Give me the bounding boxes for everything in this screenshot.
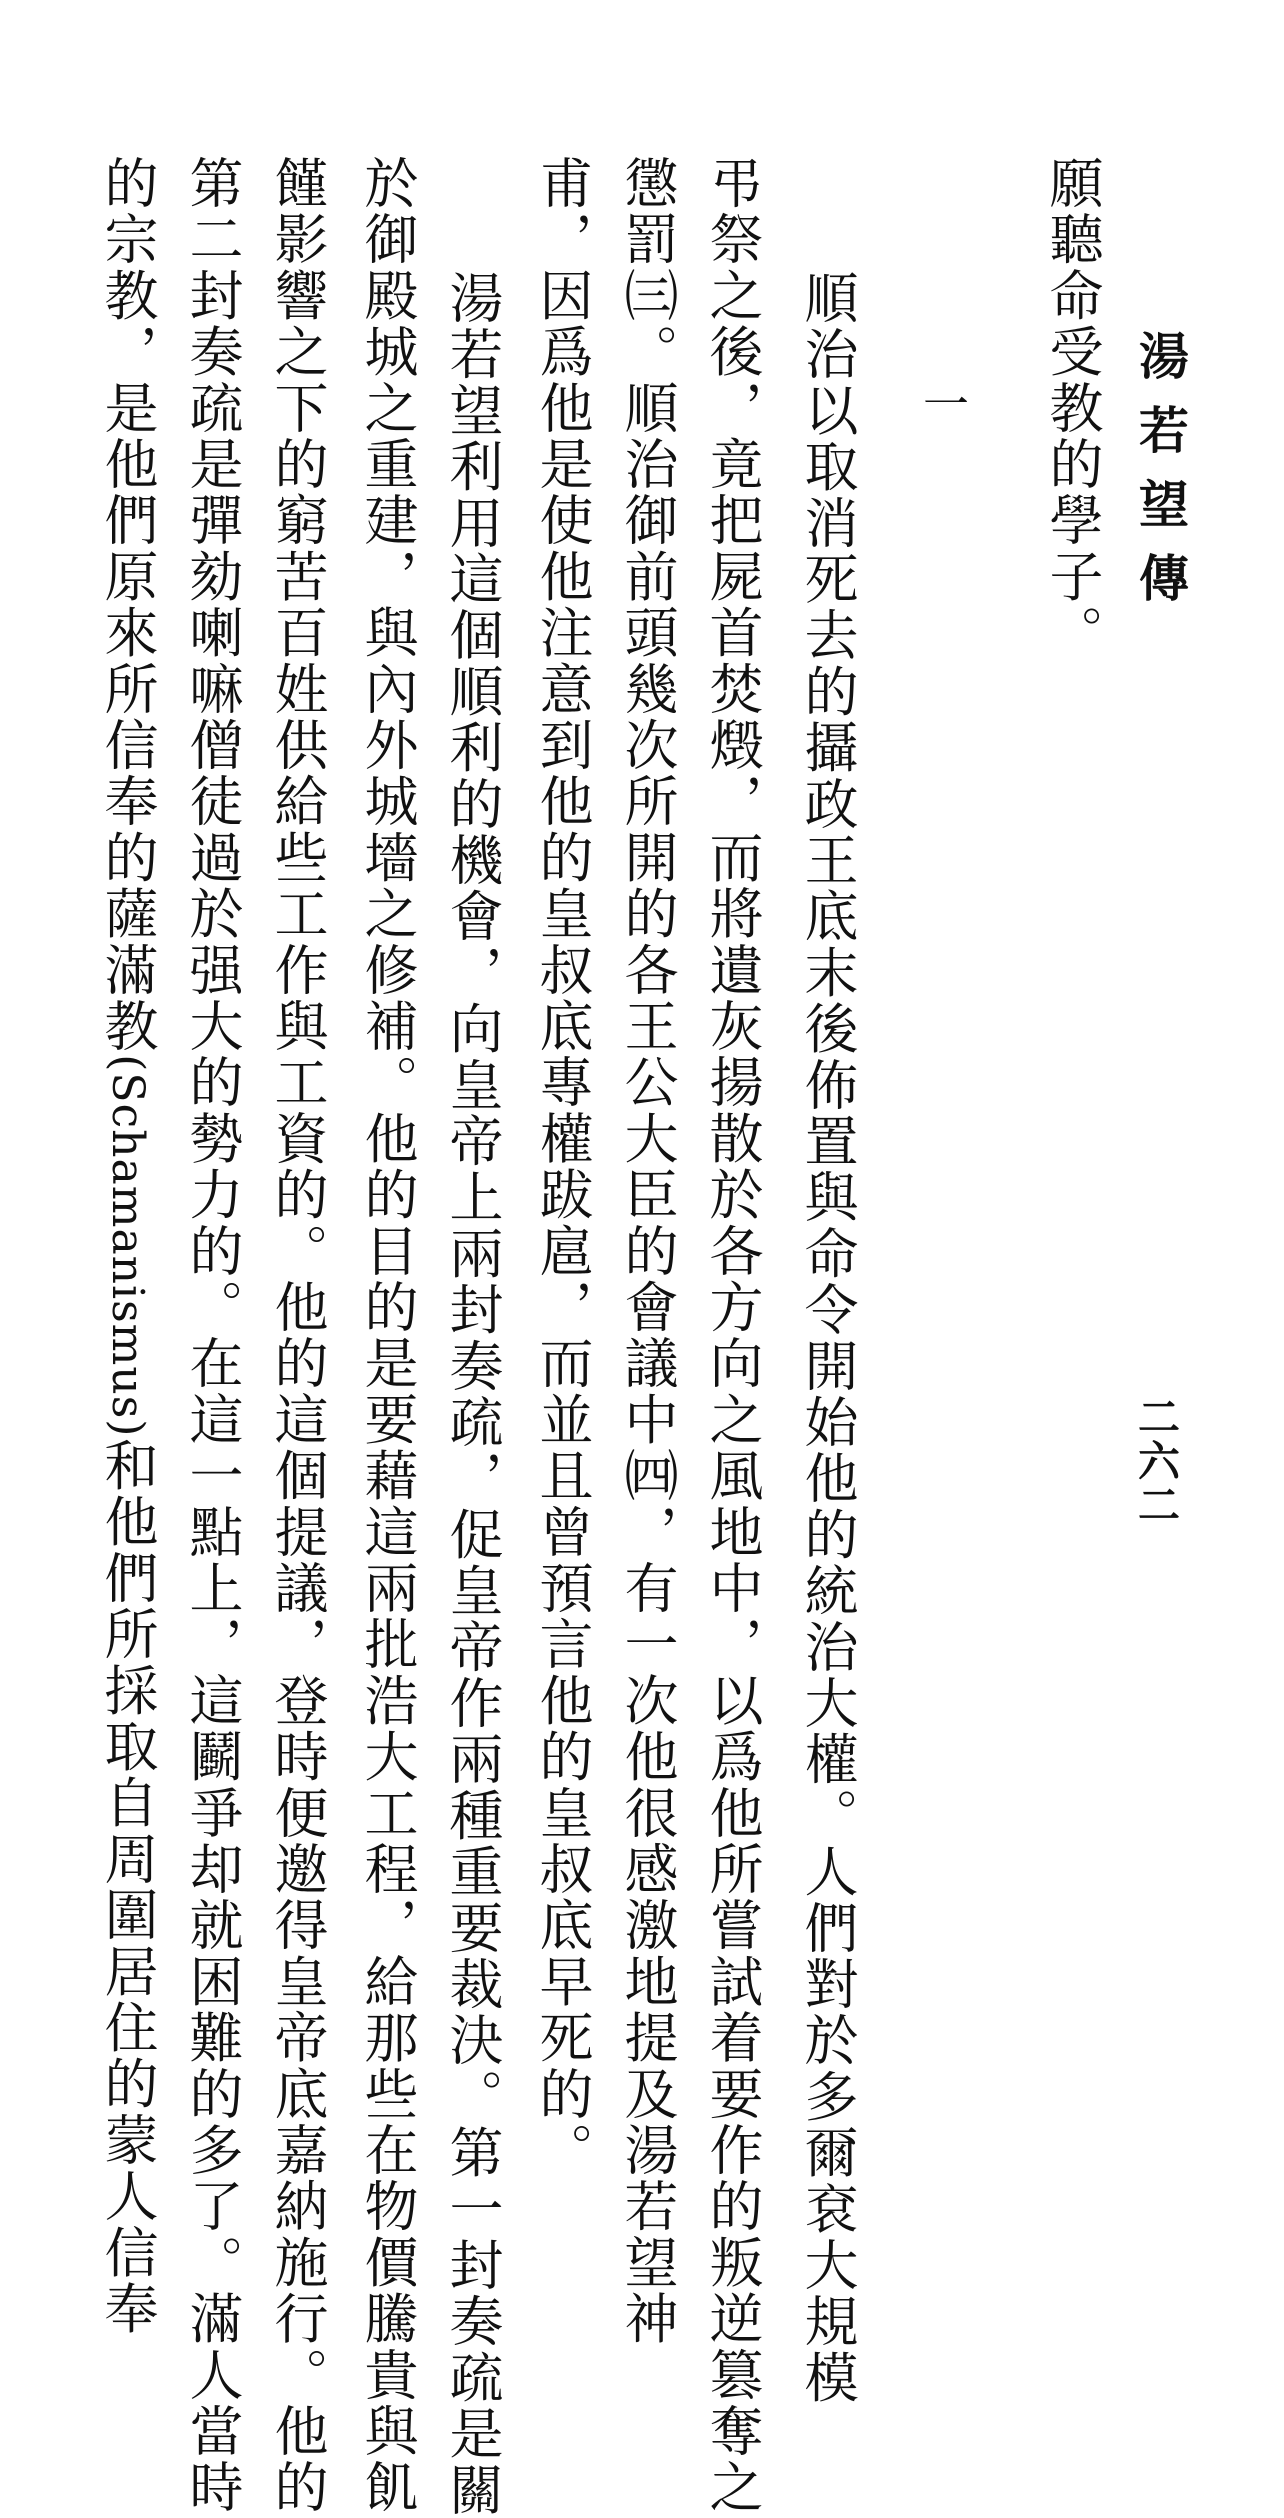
text-column-6: 湯若望利用這個順利的機會，向皇帝上兩封奏疏，促皇帝作兩種重要裁決。第一封奏疏是關 — [441, 270, 504, 2518]
text-column-10-start: 的宗教，是他們原來所信奉的薩滿教 — [96, 155, 159, 1055]
text-column-7: 於御殿城之重建，與內外城墻之修補。他的目的是要藉這兩批浩大工程，給那些在物價騰貴與飢 — [356, 155, 419, 2516]
text-column-1: 願聽命受教的學子。 — [1041, 155, 1104, 661]
latin-term: (Schamanismus) — [102, 1054, 153, 1438]
text-column-10 — [96, 155, 159, 2337]
page-number: 二六二 — [1132, 1395, 1181, 1527]
text-column-5: 甫，因爲他是使他注意到他的皇叔底專權跋扈，而並且曾預言他的皇叔底早死的。 — [531, 155, 594, 2179]
running-header-title: 湯若望傳 — [1131, 330, 1190, 626]
section-number: 一 — [916, 380, 970, 426]
text-column-4: 懲罰㈢。順治御前頭幾次所開的各王公大臣的會議中㈣，有一次他很感激地提及湯若望神 — [616, 155, 679, 2347]
text-column-2: 順治以取消死去的攝政王底末後佈置與命令開始他的統治大權。人們對於多爾袞大規模 — [796, 270, 859, 2406]
text-column-8: 饉影響之下的窮苦百姓供給些工作與工資的。他的這個提議，登時便邀得皇帝底嘉納施行。他的 — [266, 155, 329, 2516]
text-column-9: 第二封奏疏是彈劾喇嘛僧徒過於强大的勢力的。在這一點上，這鬬爭却就困難的多了。滿人當時 — [181, 155, 244, 2516]
text-column-3: 弔祭之後，竟把屍首焚燬，而將遺灰揚散於各方向之風地中，以爲他所嘗試着要作的叛逆篡奪之 — [701, 155, 764, 2516]
text-column-10-end: 和他們所採取自周圍居住的蒙人信奉 — [96, 1437, 159, 2337]
